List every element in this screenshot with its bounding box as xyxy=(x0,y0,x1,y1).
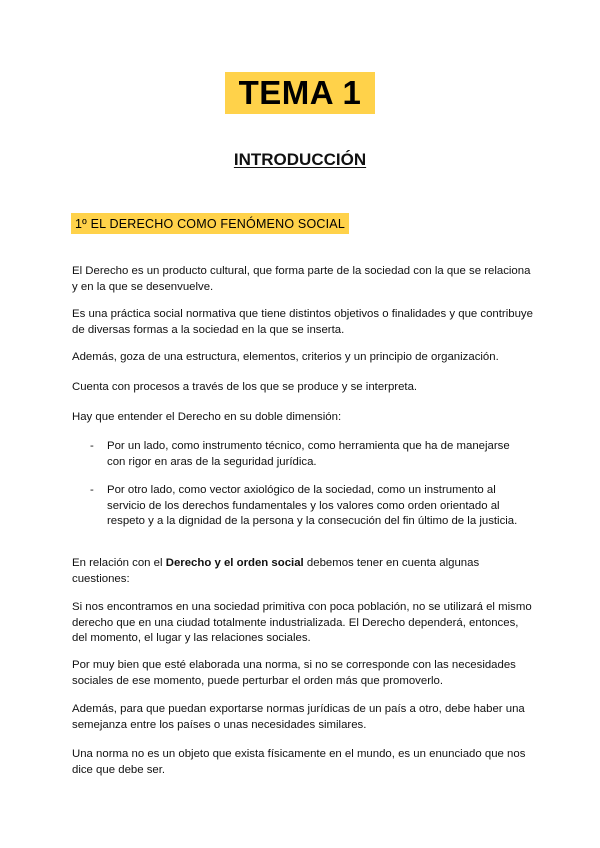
bullet-text: Por otro lado, como vector axiológico de la sociedad, como un instrumento al servicio de los derechos fundamentales y los valores como orden orientado al respeto y a la dignidad de la persona y la consecución del fin último de la justicia. xyxy=(107,484,518,527)
relation-bold-text: Derecho y el orden social xyxy=(165,557,304,569)
paragraph-1: El Derecho es un producto cultural, que forma parte de la sociedad con la que se relaciona y en la que se desenvuelve. xyxy=(72,265,531,293)
paragraph-6: Si nos encontramos en una sociedad primitiva con poca población, no se utilizará el mismo derecho que en una ciudad totalmente industrializada. El Derecho dependerá, entonces, del momento, el lugar y las relaciones sociales. xyxy=(72,601,532,644)
paragraph-9: Una norma no es un objeto que exista físicamente en el mundo, es un enunciado que nos dice que debe ser. xyxy=(72,748,526,776)
relation-paragraph xyxy=(72,556,534,587)
bullet-dash: - xyxy=(90,484,94,496)
paragraph-5: Hay que entender el Derecho en su doble dimensión: xyxy=(72,411,342,423)
relation-text-after: debemos tener en cuenta algunas cuestiones: xyxy=(72,557,480,585)
section-highlight xyxy=(71,213,349,234)
bullet-text: Por un lado, como instrumento técnico, como herramienta que ha de manejarse con rigor en aras de la seguridad jurídica. xyxy=(107,440,510,468)
paragraph-7: Por muy bien que esté elaborada una norma, si no se corresponde con las necesidades sociales de ese momento, puede perturbar el orden más que promoverlo. xyxy=(72,659,516,687)
section-heading: 1º EL DERECHO COMO FENÓMENO SOCIAL xyxy=(75,216,345,231)
relation-text-before: En relación con el xyxy=(72,557,166,569)
list-item xyxy=(90,439,530,470)
paragraph-4: Cuenta con procesos a través de los que se produce y se interpreta. xyxy=(72,381,418,393)
list-item xyxy=(90,483,530,530)
paragraph-3: Además, goza de una estructura, elementos, criterios y un principio de organización. xyxy=(72,351,499,363)
page-subtitle: INTRODUCCIÓN xyxy=(233,150,367,169)
paragraph-2: Es una práctica social normativa que tiene distintos objetivos o finalidades y que contribuye de diversas formas a la sociedad en la que se inserta. xyxy=(72,308,533,336)
bullet-dash: - xyxy=(90,440,94,452)
title-highlight xyxy=(225,72,375,114)
page-title: TEMA 1 xyxy=(238,74,362,111)
paragraph-8: Además, para que puedan exportarse normas jurídicas de un país a otro, debe haber una semejanza entre los países o unas necesidades similares. xyxy=(72,703,525,731)
